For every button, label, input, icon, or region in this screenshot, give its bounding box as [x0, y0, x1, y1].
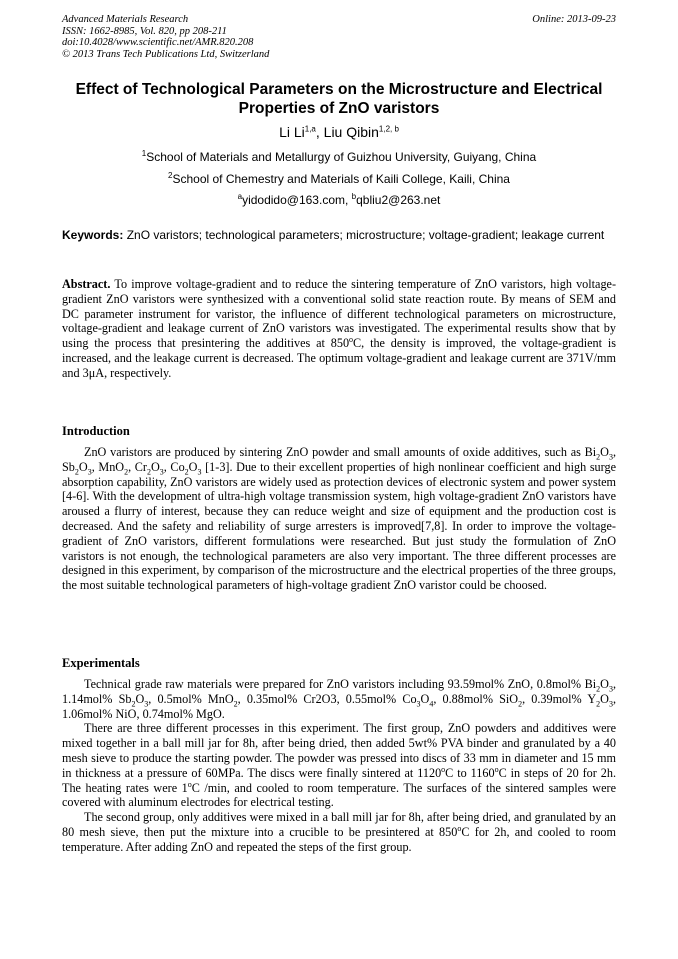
- abstract-text-2: C, the density is improved, the voltage-gradient is increased, and the leakage current is decreased. The optimum voltage-gradient and leakage current are 371V/mm and 3μA, respectively.: [62, 336, 616, 380]
- subscript: 2: [518, 699, 523, 709]
- subscript: 3: [144, 699, 149, 709]
- abstract-text-1: To improve voltage-gradient and to reduce the sintering temperature of ZnO varistors, high voltage-gradient ZnO varistors were synthesized with a conventional solid state reaction route. By means of SEM and DC parameter instrument for varistor, the influence of different technological parameters on microstructure, voltage-gradient and leakage current of ZnO varistors was investigated. The experimental results show that by using the process that presintering the additives at 850: [62, 277, 617, 351]
- affiliation-2: [62, 172, 616, 187]
- copyright-line: © 2013 Trans Tech Publications Ltd, Switzerland: [62, 48, 270, 60]
- title-line-1: Effect of Technological Parameters on the Microstructure and Electrical: [75, 81, 603, 98]
- exp-text: The second group, only additives were mixed in a ball mill jar for 8h, after being dried, and granulated by an 80 mesh sieve, then put the mixture into a crucible to be presintered at 850: [62, 810, 616, 839]
- degree-mark: o: [457, 823, 462, 833]
- affiliation-1-text: School of Materials and Metallurgy of Guizhou University, Guiyang, China: [146, 150, 537, 164]
- subscript: 3: [197, 467, 202, 477]
- degree-mark: o: [494, 764, 499, 774]
- email-1[interactable]: yidodido@163.com,: [242, 193, 352, 207]
- abstract-label: Abstract.: [62, 277, 111, 291]
- author-2-affil: 1,2, b: [378, 124, 399, 134]
- intro-text: [1-3]. Due to their excellent properties of high nonlinear coefficient and high surge absorption capability, ZnO varistors are widely used as protection devices of electronic system and power system [4-6]. With the development of ultra-high voltage transmission system, high voltage-gradient ZnO varistors have aroused a flurry of interest, because they can reduce weight and size of equipment and the production cost is decreased. And the safety and reliability of surge arresters is improved[7,8]. In order to improve the voltage-gradient of ZnO varistors, different formulations were researched. But just study the formulation of ZnO varistors is not enough, the technological parameters are also very important. The three different processes are designed in this experiment, by comparison of the microstructure and the electrical properties of the three groups, the most suitable technological parameters of high-voltage gradient ZnO varistor could be choosed.: [62, 459, 616, 593]
- journal-name: Advanced Materials Research: [62, 14, 189, 25]
- author-1: Li Li: [279, 124, 305, 140]
- subscript: 2: [124, 467, 129, 477]
- issn-line: ISSN: 1662-8985, Vol. 820, pp 208-211: [62, 25, 227, 37]
- subscript: 2: [146, 467, 151, 477]
- exp-text: There are three different processes in this experiment. The first group, ZnO powders and additives were mixed together in a ball mill jar for 8h, after being dried, then added 5wt% PVA binder and granulated by a 40 mesh sieve to produce the starting powder. The powder was pressed into discs of 33 mm in diameter and 15 mm in thickness at a pressure of 60MPa. The discs were finally sintered at 1120: [62, 721, 616, 780]
- doi-line[interactable]: doi:10.4028/www.scientific.net/AMR.820.208: [62, 37, 254, 48]
- exp-text: C to 1160: [445, 765, 495, 780]
- intro-text: , Co: [163, 459, 185, 474]
- section-heading-experimentals: Experimentals: [62, 656, 140, 670]
- affiliation-2-text: School of Chemestry and Materials of Kaili College, Kaili, China: [172, 172, 510, 186]
- subscript: 2: [131, 699, 136, 709]
- affiliation-1: [62, 150, 616, 165]
- exp-text: , 0.88mol% SiO: [433, 691, 519, 706]
- subscript: 2: [74, 467, 79, 477]
- abstract-block: [62, 277, 616, 381]
- experimentals-paragraph-2: [62, 721, 616, 810]
- exp-text: , 1.06mol% NiO, 0.74mol% MgO.: [62, 691, 617, 721]
- exp-text: C for 2h, and cooled to room temperature. After adding ZnO and repeated the steps of the first group.: [62, 824, 616, 854]
- experimentals-paragraph-3: [62, 810, 616, 854]
- experimentals-body: [62, 677, 616, 855]
- subscript: 2: [596, 699, 601, 709]
- author-2: Liu Qibin: [323, 124, 379, 140]
- keywords-label: Keywords:: [62, 228, 124, 242]
- subscript: 2: [184, 467, 189, 477]
- subscript: 3: [608, 684, 613, 694]
- subscript: 4: [429, 699, 434, 709]
- degree-mark: o: [187, 779, 192, 789]
- exp-text: , 0.35mol% Cr2O3, 0.55mol% Co: [237, 691, 417, 706]
- keywords-text: ZnO varistors; technological parameters; microstructure; voltage-gradient; leakage current: [126, 228, 605, 242]
- online-date: Online: 2013-09-23: [532, 14, 616, 25]
- degree-mark: o: [349, 335, 354, 345]
- subscript: 3: [608, 452, 613, 462]
- author-1-affil: 1,a: [304, 124, 316, 134]
- subscript: 2: [233, 699, 238, 709]
- exp-text: Technical grade raw materials were prepared for ZnO varistors including 93.59mol% ZnO, 0.8mol% Bi: [84, 677, 597, 691]
- subscript: 3: [608, 699, 613, 709]
- title-line-2: Properties of ZnO varistors: [238, 100, 440, 117]
- email-line: [62, 193, 616, 208]
- paper-title: [62, 80, 616, 118]
- intro-text: , Sb: [62, 445, 616, 474]
- affiliation-1-mark: 1: [141, 149, 147, 158]
- exp-text: C in steps of 20 for 2h. The heating rates were 1: [62, 765, 616, 795]
- email-1-mark: a: [237, 192, 243, 201]
- experimentals-paragraph-1: Technical grade raw materials were prepared for ZnO varistors including 93.59mol% ZnO, 0.8mol% $Bi_2O_3$, 1.14mol% $Sb_2O_3$, 0.5mol% MnO$_2$, 0.35mol% Cr2O3, 0.55mol% $Co_3O_4$, 0.88mol% SiO$_2$, 0.39mol% $Y_2O_3$, 1.06mol% NiO, 0.74mol% MgO.: [62, 677, 617, 721]
- exp-text: O: [420, 691, 430, 706]
- section-heading-introduction: Introduction: [62, 424, 130, 438]
- subscript: 2: [596, 452, 601, 462]
- email-2[interactable]: qbliu2@263.net: [356, 193, 441, 207]
- exp-text: C /min, and cooled to room temperature. The surfaces of the sintered samples were covered with aluminum electrodes for electrical testing.: [62, 780, 616, 810]
- exp-text: , 1.14mol% Sb: [62, 677, 616, 706]
- affiliation-2-mark: 2: [168, 171, 173, 180]
- journal-header: [62, 14, 616, 60]
- subscript: 3: [159, 467, 164, 477]
- intro-text: , MnO: [91, 459, 125, 474]
- subscript: 3: [87, 467, 92, 477]
- subscript: 2: [596, 684, 601, 694]
- author-separator: ,: [315, 124, 324, 140]
- intro-text: , Cr: [128, 459, 147, 474]
- exp-text: , 0.5mol% MnO: [148, 691, 234, 706]
- intro-text: ZnO varistors are produced by sintering ZnO powder and small amounts of oxide additives, such as Bi: [84, 445, 597, 459]
- keywords-block: [62, 228, 616, 243]
- degree-mark: o: [441, 764, 446, 774]
- author-list: [62, 123, 616, 141]
- exp-text: , 0.39mol% Y: [522, 691, 597, 706]
- subscript: 3: [416, 699, 421, 709]
- introduction-paragraph: ZnO varistors are produced by sintering ZnO powder and small amounts of oxide additives, such as $Bi_2O_3$, $Sb_2O_3$, MnO$_2$, $Cr_2O_3$, $Co_2O_3$ [1-3]. Due to their excellent properties of high nonlinear coefficient and high surge absorption capability, ZnO varistors are widely used as protection devices of electronic system and power system [4-6]. With the development of ultra-high voltage transmission system, high voltage-gradient ZnO varistors have aroused a flurry of interest, because they can reduce weight and size of equipment and the production cost is decreased. And the safety and reliability of surge arresters is improved[7,8]. In order to improve the voltage-gradient of ZnO varistors, different formulations were researched. But just study the formulation of ZnO varistors is not enough, the technological parameters are also very important. The three different processes are designed in this experiment, by comparison of the microstructure and the electrical properties of the three groups, the most suitable technological parameters of high-voltage gradient ZnO varistor could be choosed.: [62, 445, 616, 593]
- email-2-mark: b: [351, 192, 357, 201]
